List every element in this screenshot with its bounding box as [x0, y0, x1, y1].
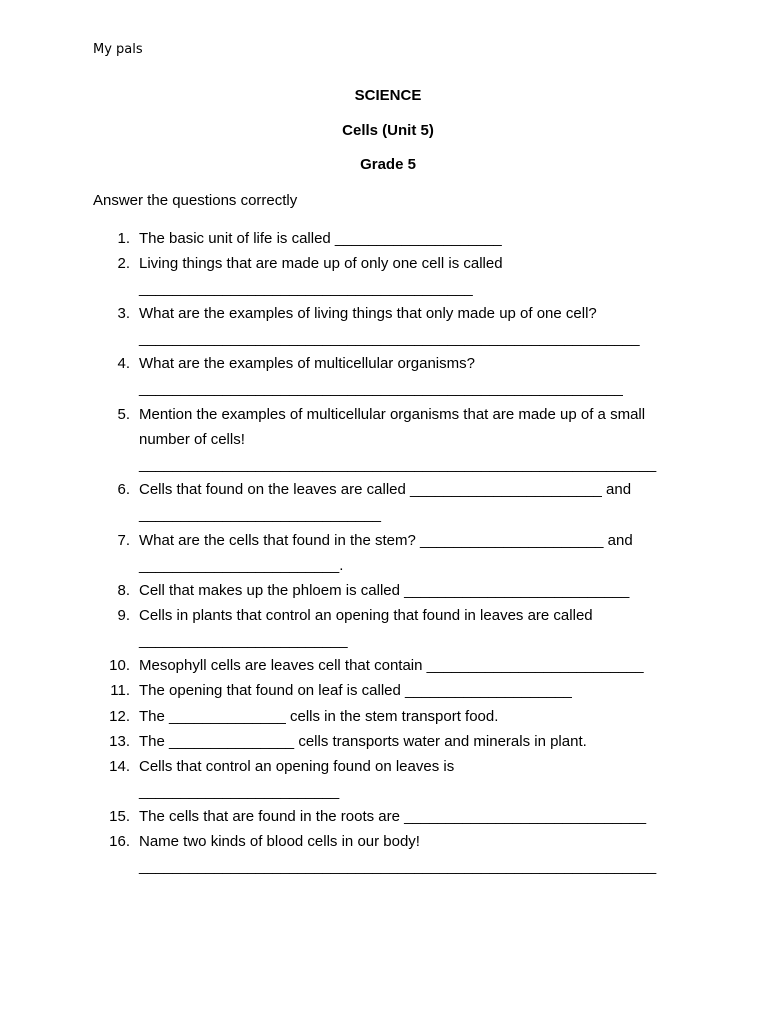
grade-label: Grade 5 — [360, 156, 416, 173]
question-number: 5. — [117, 406, 130, 423]
question-text: What are the examples of multicellular organisms? __________________________________________________________ — [139, 355, 623, 397]
question-text: The basic unit of life is called ____________________ — [139, 230, 502, 247]
question-text: What are the examples of living things that only made up of one cell? ____________________________________________________________ — [139, 305, 640, 347]
question-text: Mention the examples of multicellular organisms that are made up of a small number of cells! ______________________________________________________________ — [139, 406, 657, 473]
question-number: 3. — [117, 305, 130, 322]
question-text: Cell that makes up the phloem is called ___________________________ — [139, 582, 630, 599]
question-text: What are the cells that found in the stem? ______________________ and ________________________. — [139, 532, 633, 574]
question-text: Name two kinds of blood cells in our body! ______________________________________________________________ — [139, 833, 657, 875]
question-number: 16. — [109, 833, 130, 850]
question-number: 2. — [117, 255, 130, 272]
question-number: 1. — [117, 230, 130, 247]
question-number: 9. — [117, 607, 130, 624]
question-text: The ______________ cells in the stem transport food. — [139, 708, 499, 725]
document-title: SCIENCE — [354, 87, 422, 104]
question-number: 11. — [110, 682, 130, 699]
question-text: The cells that are found in the roots are _____________________________ — [139, 808, 647, 825]
question-number: 15. — [109, 808, 130, 825]
question-number: 6. — [117, 481, 130, 498]
question-number: 7. — [117, 532, 130, 549]
question-text: Cells that control an opening found on leaves is ________________________ — [139, 758, 455, 800]
question-number: 14. — [109, 758, 130, 775]
question-text: The _______________ cells transports water and minerals in plant. — [139, 733, 587, 750]
document-subtitle: Cells (Unit 5) — [342, 122, 434, 139]
question-text: The opening that found on leaf is called ____________________ — [139, 682, 572, 699]
question-text: Cells that found on the leaves are called _______________________ and _____________________________ — [139, 481, 632, 523]
question-text: Living things that are made up of only one cell is called ________________________________________ — [139, 255, 503, 297]
question-text: Mesophyll cells are leaves cell that contain __________________________ — [139, 657, 644, 674]
question-number: 13. — [109, 733, 130, 750]
question-number: 10. — [109, 657, 130, 674]
instructions: Answer the questions correctly — [93, 192, 298, 209]
question-text: Cells in plants that control an opening that found in leaves are called _________________________ — [139, 607, 593, 649]
question-number: 8. — [117, 582, 130, 599]
question-number: 12. — [109, 708, 130, 725]
question-number: 4. — [117, 355, 130, 372]
page-header: My pals — [93, 42, 143, 57]
